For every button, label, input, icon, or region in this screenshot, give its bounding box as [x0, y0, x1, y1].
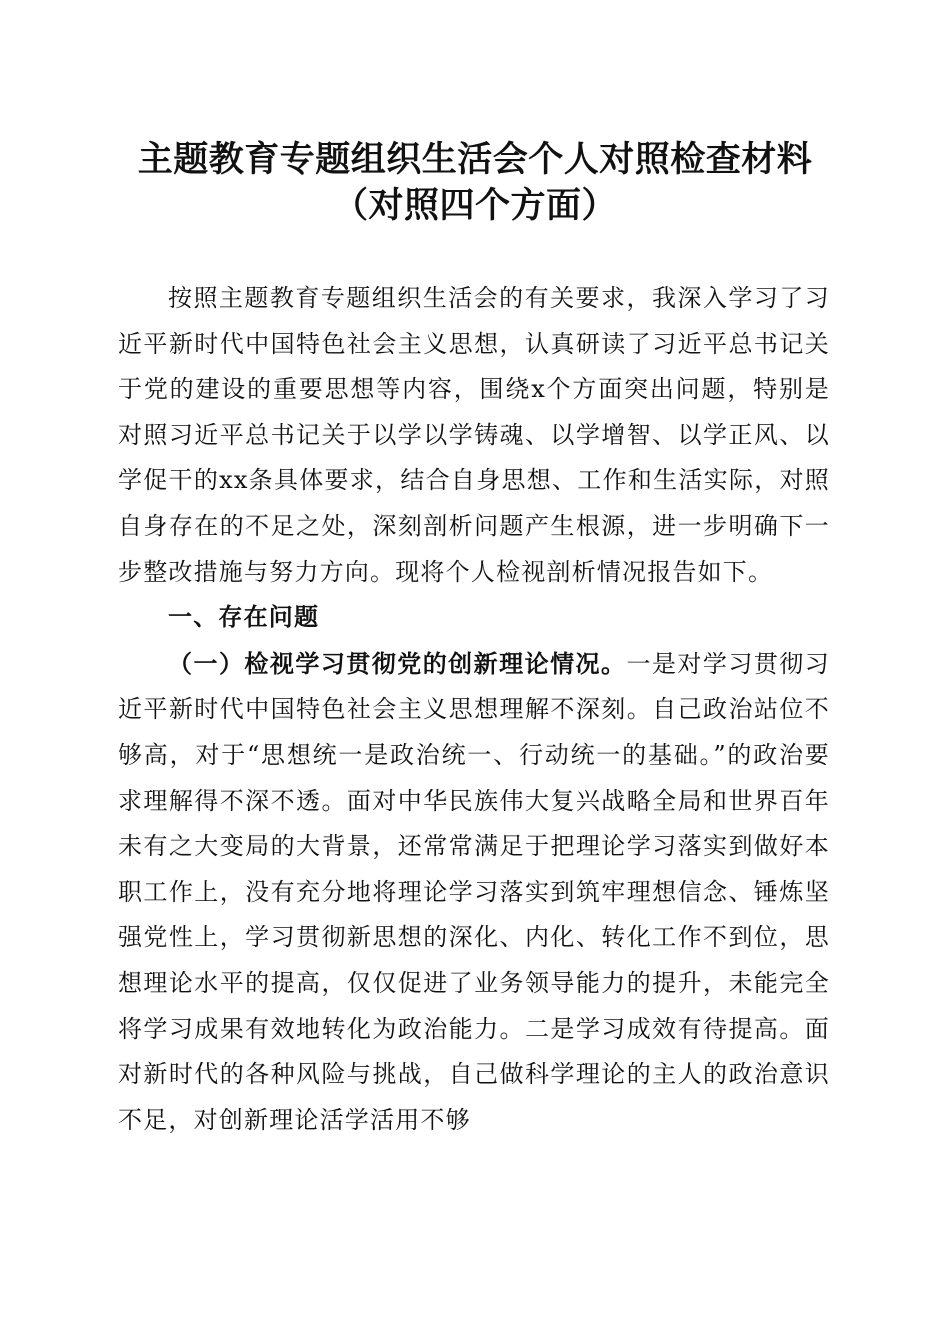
subsection-paragraph-theory-study — [118, 641, 830, 1144]
intro-paragraph: 按照主题教育专题组织生活会的有关要求，我深入学习了习近平新时代中国特色社会主义思想，认真研读了习近平总书记关于党的建设的重要思想等内容，围绕x个方面突出问题，特别是对照习近平总书记关于以学以学铸魂、以学增智、以学正风、以学促干的xx条具体要求，结合自身思想、工作和生活实际，对照自身存在的不足之处，深刻剖析问题产生根源，进一步明确下一步整改措施与努力方向。现将个人检视剖析情况报告如下。 — [118, 284, 830, 586]
document-body — [118, 276, 830, 1143]
document-title — [0, 137, 950, 229]
subsection-lead: （一）检视学习贯彻党的创新理论情况。 — [168, 648, 627, 678]
subsection-body: 一是对学习贯彻习近平新时代中国特色社会主义思想理解不深刻。自己政治站位不够高，对于“思想统一是政治统一、行动统一的基础。”的政治要求理解得不深不透。面对中华民族伟大复兴战略全局和世界百年未有之大变局的大背景，还常常满足于把理论学习落实到做好本职工作上，没有充分地将理论学习落实到筑牢理想信念、锤炼坚强党性上，学习贯彻新思想的深化、内化、转化工作不到位，思想理论水平的提高，仅仅促进了业务领导能力的提升，未能完全将学习成果有效地转化为政治能力。二是学习成效有待提高。面对新时代的各种风险与挑战，自己做科学理论的主人的政治意识不足，对创新理论活学活用不够 — [118, 649, 830, 1134]
title-line-subtitle: （对照四个方面） — [332, 185, 617, 226]
section-heading-existing-problems: 一、存在问题 — [168, 603, 320, 632]
title-line-main: 主题教育专题组织生活会个人对照检查材料 — [137, 139, 813, 180]
